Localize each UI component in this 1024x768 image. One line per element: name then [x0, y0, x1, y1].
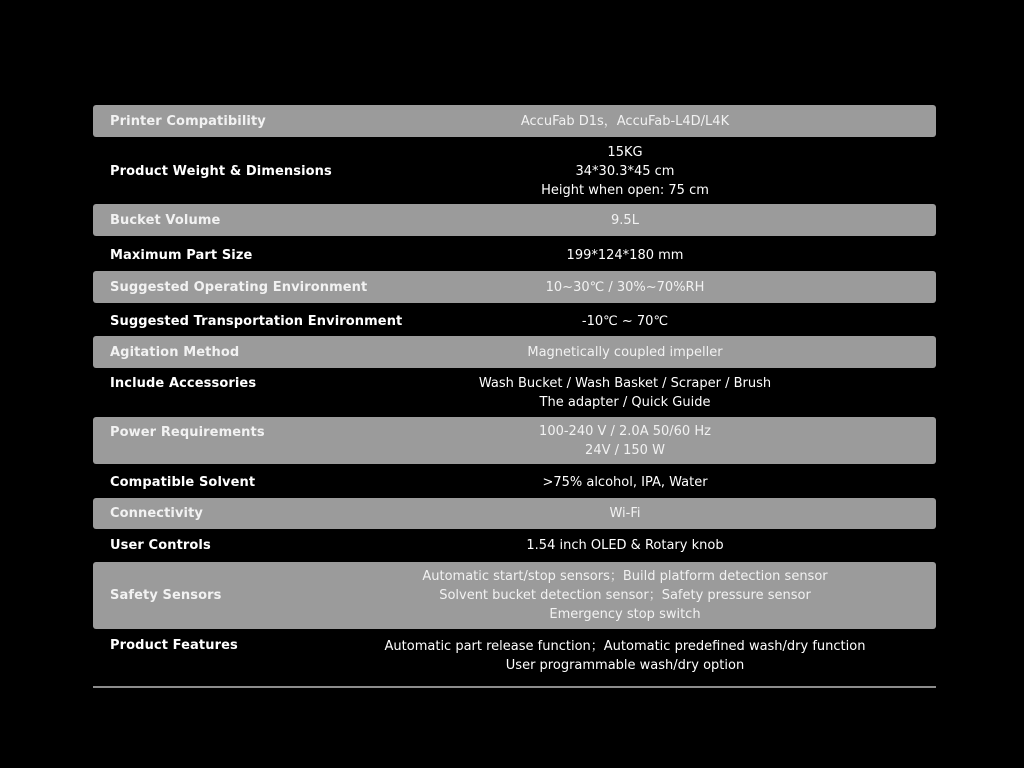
spec-value	[325, 466, 925, 498]
bottom-divider	[93, 686, 936, 688]
spec-value-line: >75% alcohol, IPA, Water	[542, 474, 708, 490]
spec-row-safety-sensors	[93, 562, 936, 629]
spec-label: Bucket Volume	[110, 212, 221, 228]
spec-label: User Controls	[110, 537, 211, 553]
spec-label: Suggested Operating Environment	[110, 279, 368, 295]
spec-value-line: 34*30.3*45 cm	[575, 163, 675, 179]
spec-label: Compatible Solvent	[110, 474, 256, 490]
spec-label: Suggested Transportation Environment	[110, 313, 403, 329]
spec-value-line: 10~30℃ / 30%~70%RH	[545, 279, 705, 295]
spec-label: Power Requirements	[110, 425, 265, 440]
spec-value	[325, 498, 925, 529]
spec-row-connectivity	[93, 498, 936, 529]
spec-row-agitation-method	[93, 336, 936, 368]
spec-row-transportation-environment	[93, 305, 936, 337]
spec-label: Safety Sensors	[110, 588, 222, 603]
spec-value	[325, 562, 925, 629]
spec-row-accessories	[93, 370, 936, 415]
spec-value	[325, 529, 925, 561]
spec-row-bucket-volume	[93, 204, 936, 236]
spec-row-operating-environment	[93, 271, 936, 303]
spec-label: Include Accessories	[110, 375, 257, 391]
spec-value-line: 9.5L	[611, 212, 639, 228]
spec-row-max-part-size	[93, 239, 936, 271]
spec-value	[325, 417, 925, 464]
spec-value-line: Automatic start/stop sensors；Build platform detection sensor	[422, 569, 828, 584]
spec-value-line: Height when open: 75 cm	[541, 182, 709, 198]
spec-label: Product Weight & Dimensions	[110, 163, 332, 179]
spec-value	[325, 632, 925, 680]
spec-label: Product Features	[110, 637, 238, 653]
spec-value-line: Wash Bucket / Wash Basket / Scraper / Brush	[478, 375, 772, 391]
spec-row-weight-dimensions	[93, 140, 936, 202]
spec-value	[325, 140, 925, 202]
spec-label: Connectivity	[110, 506, 203, 521]
spec-value	[325, 370, 925, 415]
spec-label: Maximum Part Size	[110, 247, 253, 263]
spec-value-line: The adapter / Quick Guide	[539, 394, 711, 410]
spec-label: Agitation Method	[110, 344, 240, 360]
spec-value-line: Wi-Fi	[609, 506, 641, 521]
spec-value-line: AccuFab D1s，AccuFab-L4D/L4K	[520, 113, 730, 129]
spec-value-line: 15KG	[607, 144, 643, 160]
spec-value-line: Automatic part release function；Automatic predefined wash/dry function	[384, 639, 866, 654]
spec-value-line: 199*124*180 mm	[566, 247, 684, 263]
spec-value-line: User programmable wash/dry option	[505, 658, 745, 673]
spec-label: Printer Compatibility	[110, 113, 266, 129]
spec-value	[325, 305, 925, 337]
spec-value	[325, 204, 925, 236]
spec-value-line: 24V / 150 W	[585, 442, 665, 458]
spec-row-compatible-solvent	[93, 466, 936, 498]
spec-value-line: 1.54 inch OLED & Rotary knob	[526, 537, 724, 553]
spec-value-line: -10℃ ~ 70℃	[581, 313, 669, 329]
spec-row-power-requirements	[93, 417, 936, 464]
spec-row-printer-compatibility	[93, 105, 936, 137]
spec-value	[325, 239, 925, 271]
spec-value-line: Emergency stop switch	[549, 607, 701, 622]
spec-row-user-controls	[93, 529, 936, 561]
spec-value	[325, 105, 925, 137]
spec-row-product-features	[93, 632, 936, 680]
spec-value-line: Magnetically coupled impeller	[527, 344, 723, 360]
spec-value-line: 100-240 V / 2.0A 50/60 Hz	[539, 423, 711, 439]
spec-value	[325, 336, 925, 368]
spec-value-line: Solvent bucket detection sensor；Safety pressure sensor	[439, 588, 811, 603]
spec-value	[325, 271, 925, 303]
